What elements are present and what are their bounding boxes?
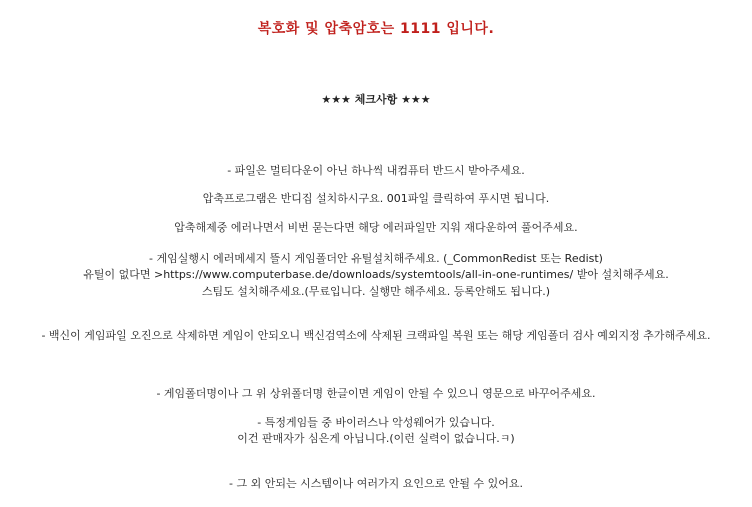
note-bandizip: 압축프로그램은 반디집 설치하시구요. 001파일 클릭하여 푸시면 됩니다. — [202, 192, 550, 205]
page-title: 복호화 및 압축암호는 1111 입니다. — [257, 21, 495, 37]
note-not-seller: 이건 판매자가 심은게 아닙니다.(이런 실력이 없습니다.ㅋ) — [237, 432, 515, 445]
checklist-heading: ★★★ 체크사항 ★★★ — [321, 93, 431, 106]
note-antivirus: - 백신이 게임파일 오진으로 삭제하면 게임이 안되오니 백신검역소에 삭제된 크랙파일 복원 또는 해당 게임폴더 검사 예외지정 추가해주세요. — [41, 329, 711, 342]
note-download-individually: - 파일은 멀티다운이 아닌 하나씩 내컴퓨터 반드시 받아주세요. — [227, 164, 525, 177]
note-folder-name: - 게임폴더명이나 그 위 상위폴더명 한글이면 게임이 안될 수 있으니 영문으로 바꾸어주세요. — [156, 387, 596, 400]
note-extract-error: 압축해제중 에러나면서 비번 묻는다면 해당 에러파일만 지워 재다운하여 풀어주세요. — [174, 221, 578, 234]
note-runtime-link: 유틸이 없다면 >https://www.computerbase.de/downloads/systemtools/all-in-one-runtimes/ 받아 설치해주세요. — [83, 268, 669, 281]
note-runtime-error: - 게임실행시 에러메세지 뜰시 게임폴더안 유틸설치해주세요. (_CommonRedist 또는 Redist) — [149, 252, 603, 265]
note-steam: 스팀도 설치해주세요.(무료입니다. 실행만 해주세요. 등록안해도 됩니다.) — [201, 285, 551, 298]
note-malware: - 특정게임들 중 바이러스나 악성웨어가 있습니다. — [257, 416, 495, 429]
note-other-factors: - 그 외 안되는 시스템이나 여러가지 요인으로 안될 수 있어요. — [229, 477, 523, 490]
